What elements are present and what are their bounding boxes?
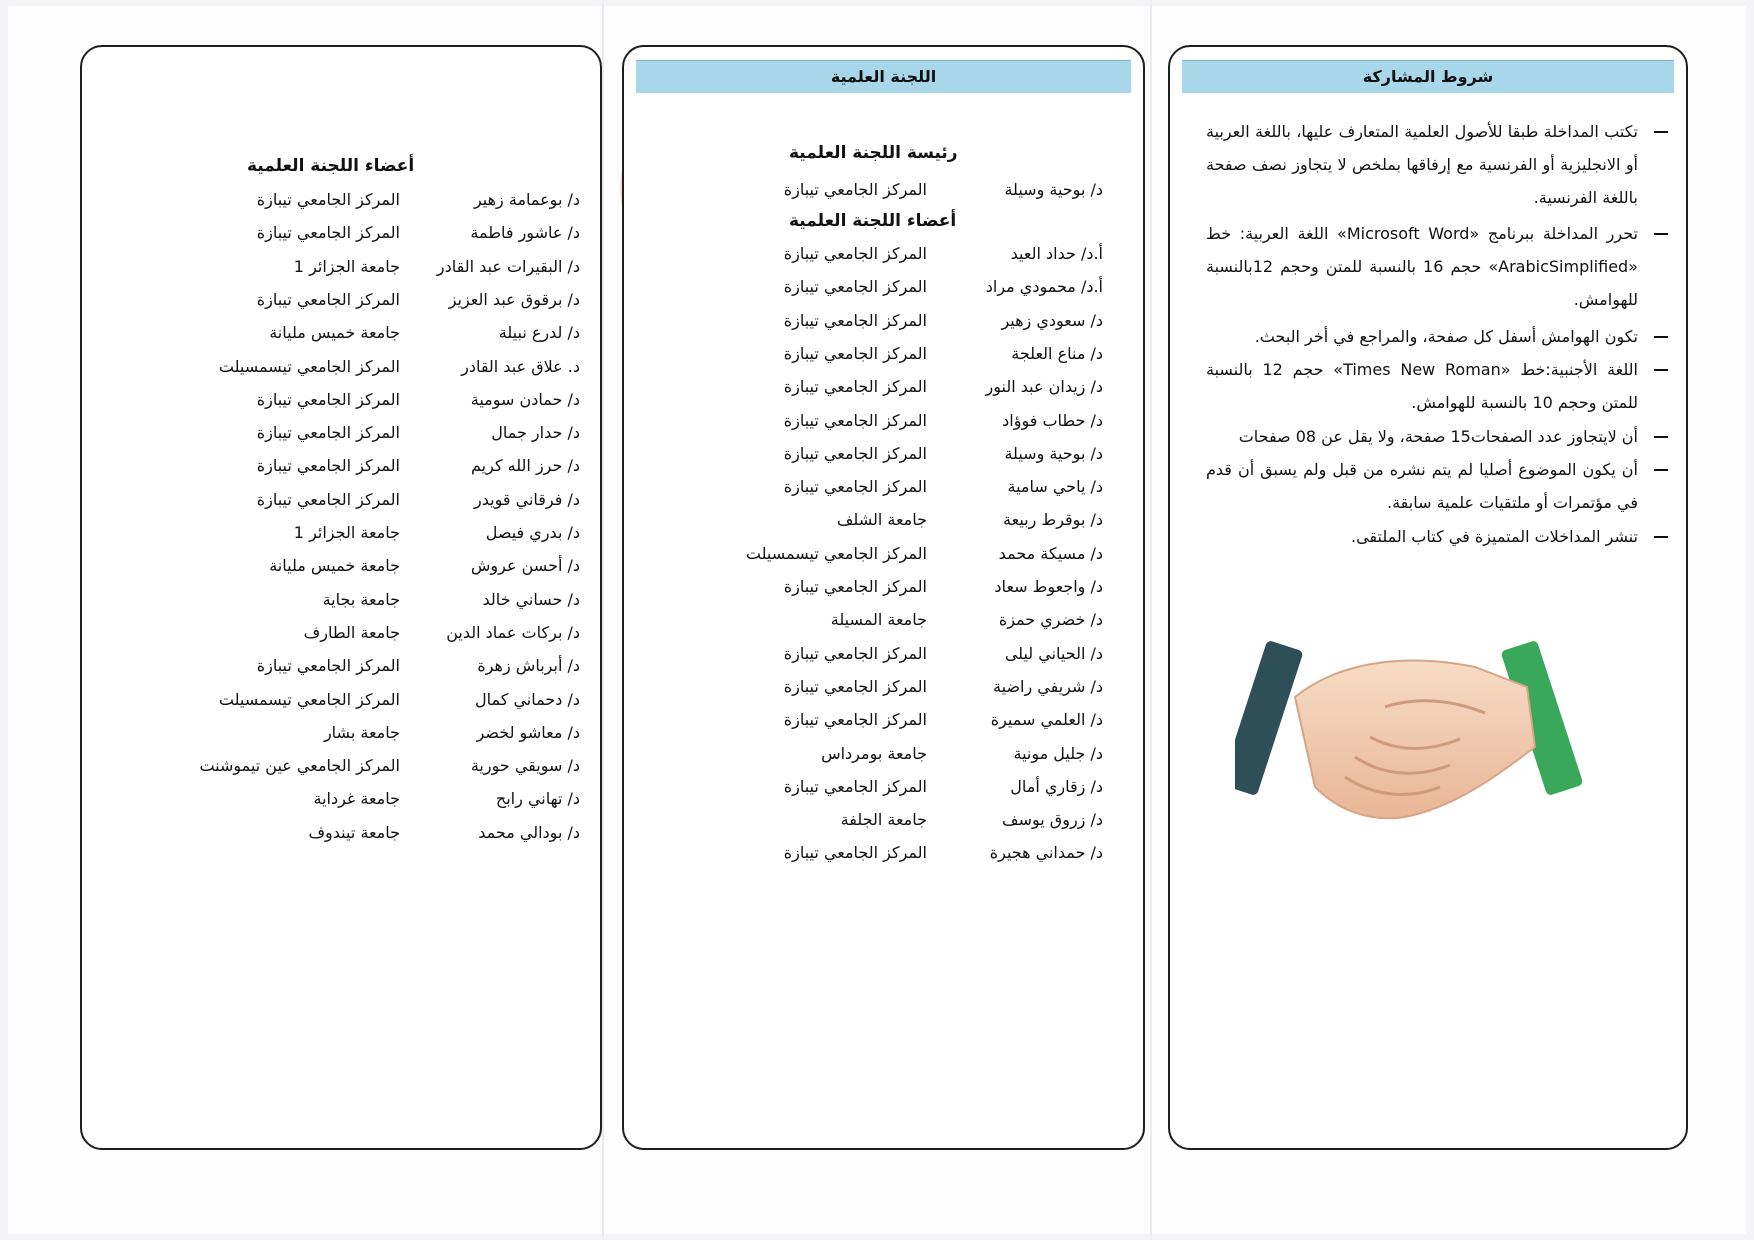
member-name: د/ زيدان عبد النور: [985, 377, 1103, 397]
member-affiliation: المركز الجامعي تيبازة: [783, 377, 927, 397]
member-name: د/ حساني خالد: [482, 589, 580, 609]
member-name: د/ دحماني كمال: [475, 689, 580, 709]
member-affiliation: جامعة غرداية: [313, 789, 400, 809]
condition-item: [1206, 320, 1666, 353]
member-affiliation: جامعة الجزائر 1: [293, 256, 400, 276]
member-name: د/ بوعمامة زهير: [473, 190, 580, 209]
member-name: د/ حمادن سومية: [470, 389, 580, 409]
condition-text: تكتب المداخلة طبقا للأصول العلمية المتعارف عليها، باللغة العربية أو الانجليزية أو الفرنسية مع إرفاقها بملخص لا يتجاوز نصف صفحة باللغة الفرنسية.: [1206, 122, 1638, 207]
member-name: د/ أحسن عروش: [470, 556, 580, 576]
member-affiliation: المركز الجامعي تيبازة: [256, 389, 400, 409]
chair-name: د/ بوحية وسيلة: [1004, 180, 1103, 199]
bullet-dash: [1654, 336, 1668, 338]
member-name: د/ ياحي سامية: [1007, 477, 1103, 497]
chair-affiliation: المركز الجامعي تيبازة: [783, 180, 927, 199]
condition-item: [1206, 420, 1666, 453]
member-affiliation: المركز الجامعي تيبازة: [256, 223, 400, 243]
member-affiliation: جامعة الجزائر 1: [293, 523, 400, 542]
member-name: د/ واجعوط سعاد: [994, 577, 1103, 596]
bullet-dash: [1654, 436, 1668, 438]
condition-item: [1206, 115, 1666, 214]
member-affiliation: جامعة خميس مليانة: [269, 323, 400, 343]
condition-text: تحرر المداخلة ببرنامج «Microsoft Word» اللغة العربية: خط «ArabicSimplified» حجم 16 بالنسبة للمتن وحجم 12بالنسبة للهوامش.: [1206, 224, 1639, 309]
member-affiliation: المركز الجامعي تيبازة: [256, 489, 400, 509]
member-affiliation: المركز الجامعي تيسمسيلت: [218, 689, 400, 709]
member-affiliation: المركز الجامعي تيبازة: [256, 289, 400, 309]
bullet-dash: [1654, 469, 1668, 471]
member-name: د/ سعودي زهير: [1001, 310, 1103, 330]
member-affiliation: المركز الجامعي تيبازة: [783, 343, 927, 363]
member-name: د/ العلمي سميرة: [990, 710, 1103, 730]
participation-conditions-panel: [1168, 45, 1688, 1150]
panel-title: اللجنة العلمية: [636, 60, 1131, 93]
member-name: د/ حدار جمال: [491, 423, 580, 443]
member-affiliation: المركز الجامعي تيسمسيلت: [745, 543, 927, 563]
member-name: د/ جليل مونية: [1013, 743, 1103, 763]
condition-text: تكون الهوامش أسفل كل صفحة، والمراجع في أخر البحث.: [1254, 327, 1638, 346]
member-affiliation: جامعة تيندوف: [308, 822, 400, 842]
member-name: د/ مسيكة محمد: [998, 543, 1103, 563]
member-affiliation: المركز الجامعي تيبازة: [783, 776, 927, 796]
member-name: د/ زروق يوسف: [1002, 810, 1103, 830]
member-name: أ.د/ محمودي مراد: [985, 277, 1103, 297]
member-name: د/ برقوق عبد العزيز: [448, 289, 580, 309]
member-affiliation: المركز الجامعي تيبازة: [256, 190, 400, 209]
member-name: د/ تهاني رابح: [495, 789, 580, 809]
member-affiliation: جامعة بومرداس: [821, 743, 927, 763]
member-name: د/ زقاري أمال: [1010, 776, 1103, 796]
member-name: د/ لدرع نبيلة: [498, 323, 580, 343]
member-affiliation: جامعة الشلف: [836, 510, 927, 530]
condition-item: [1206, 353, 1666, 419]
members-heading: أعضاء اللجنة العلمية: [247, 156, 415, 176]
member-affiliation: المركز الجامعي تيبازة: [783, 710, 927, 730]
member-affiliation: المركز الجامعي عين تيموشنت: [199, 756, 400, 776]
condition-text: أن يكون الموضوع أصليا لم يتم نشره من قبل ولم يسبق أن قدم في مؤتمرات أو ملتقيات علمية سابقة.: [1206, 460, 1638, 512]
fold-line: [602, 0, 604, 1240]
committee-members-panel: [80, 45, 602, 1150]
member-name: د/ خضري حمزة: [998, 610, 1103, 630]
member-name: د/ حرز الله كريم: [471, 456, 580, 476]
member-name: د/ بوحية وسيلة: [1004, 443, 1103, 463]
member-affiliation: المركز الجامعي تيبازة: [783, 477, 927, 497]
member-affiliation: المركز الجامعي تيبازة: [256, 423, 400, 443]
member-affiliation: جامعة المسيلة: [830, 610, 927, 630]
member-name: د/ الحياني ليلى: [1004, 643, 1103, 663]
member-name: د/ شريفي راضية: [993, 676, 1103, 696]
member-affiliation: المركز الجامعي تيسمسيلت: [218, 356, 400, 376]
member-name: د/ سويقي حورية: [470, 756, 580, 776]
member-affiliation: المركز الجامعي تيبازة: [783, 244, 927, 263]
fold-line: [1150, 0, 1152, 1240]
member-affiliation: المركز الجامعي تيبازة: [783, 410, 927, 430]
bullet-dash: [1654, 131, 1668, 133]
member-affiliation: المركز الجامعي تيبازة: [256, 456, 400, 476]
condition-item: [1206, 453, 1666, 519]
panel-title: شروط المشاركة: [1182, 60, 1674, 93]
chair-heading: رئيسة اللجنة العلمية: [789, 143, 958, 163]
member-name: د/ عاشور فاطمة: [470, 223, 580, 243]
member-affiliation: المركز الجامعي تيبازة: [783, 643, 927, 663]
member-name: د/ معاشو لخضر: [476, 722, 580, 742]
member-name: د/ بركات عماد الدين: [446, 622, 580, 642]
member-name: د/ بودالي محمد: [478, 822, 580, 842]
bullet-dash: [1654, 369, 1668, 371]
members-heading: أعضاء اللجنة العلمية: [789, 211, 957, 231]
scientific-committee-panel: [622, 45, 1145, 1150]
member-affiliation: المركز الجامعي تيبازة: [256, 656, 400, 676]
member-name: أ.د/ حداد العيد: [1010, 244, 1103, 263]
condition-text: أن لايتجاوز عدد الصفحات15 صفحة، ولا يقل عن 08 صفحات: [1238, 427, 1638, 446]
member-affiliation: المركز الجامعي تيبازة: [783, 843, 927, 863]
member-name: د. علاق عبد القادر: [461, 356, 580, 376]
handshake-icon: [1235, 627, 1595, 857]
member-affiliation: جامعة خميس مليانة: [269, 556, 400, 576]
member-name: د/ البقيرات عبد القادر: [436, 256, 580, 276]
member-name: د/ فرقاني قويدر: [474, 489, 580, 509]
member-name: د/ مناع العلجة: [1011, 343, 1103, 363]
condition-text: تنشر المداخلات المتميزة في كتاب الملتقى.: [1351, 527, 1638, 546]
member-name: د/ أبرباش زهرة: [477, 656, 580, 676]
member-affiliation: المركز الجامعي تيبازة: [783, 443, 927, 463]
bullet-dash: [1654, 233, 1668, 235]
member-affiliation: جامعة الطارف: [303, 622, 400, 642]
member-affiliation: المركز الجامعي تيبازة: [783, 676, 927, 696]
condition-text: اللغة الأجنبية:خط «Times New Roman» حجم 12 بالنسبة للمتن وحجم 10 بالنسبة للهوامش.: [1206, 360, 1639, 412]
member-affiliation: المركز الجامعي تيبازة: [783, 310, 927, 330]
member-name: د/ بوقرط ربيعة: [1003, 510, 1103, 530]
member-name: د/ بدري فيصل: [485, 523, 580, 542]
member-name: د/ حمداني هجيرة: [989, 843, 1103, 863]
member-affiliation: جامعة بجاية: [322, 589, 400, 609]
member-affiliation: المركز الجامعي تيبازة: [783, 577, 927, 596]
condition-item: [1206, 217, 1666, 316]
member-name: د/ حطاب فوؤاد: [1002, 410, 1103, 430]
member-affiliation: جامعة بشار: [323, 722, 400, 742]
condition-item: [1206, 520, 1666, 553]
member-affiliation: جامعة الجلفة: [840, 810, 927, 830]
member-affiliation: المركز الجامعي تيبازة: [783, 277, 927, 297]
bullet-dash: [1654, 536, 1668, 538]
